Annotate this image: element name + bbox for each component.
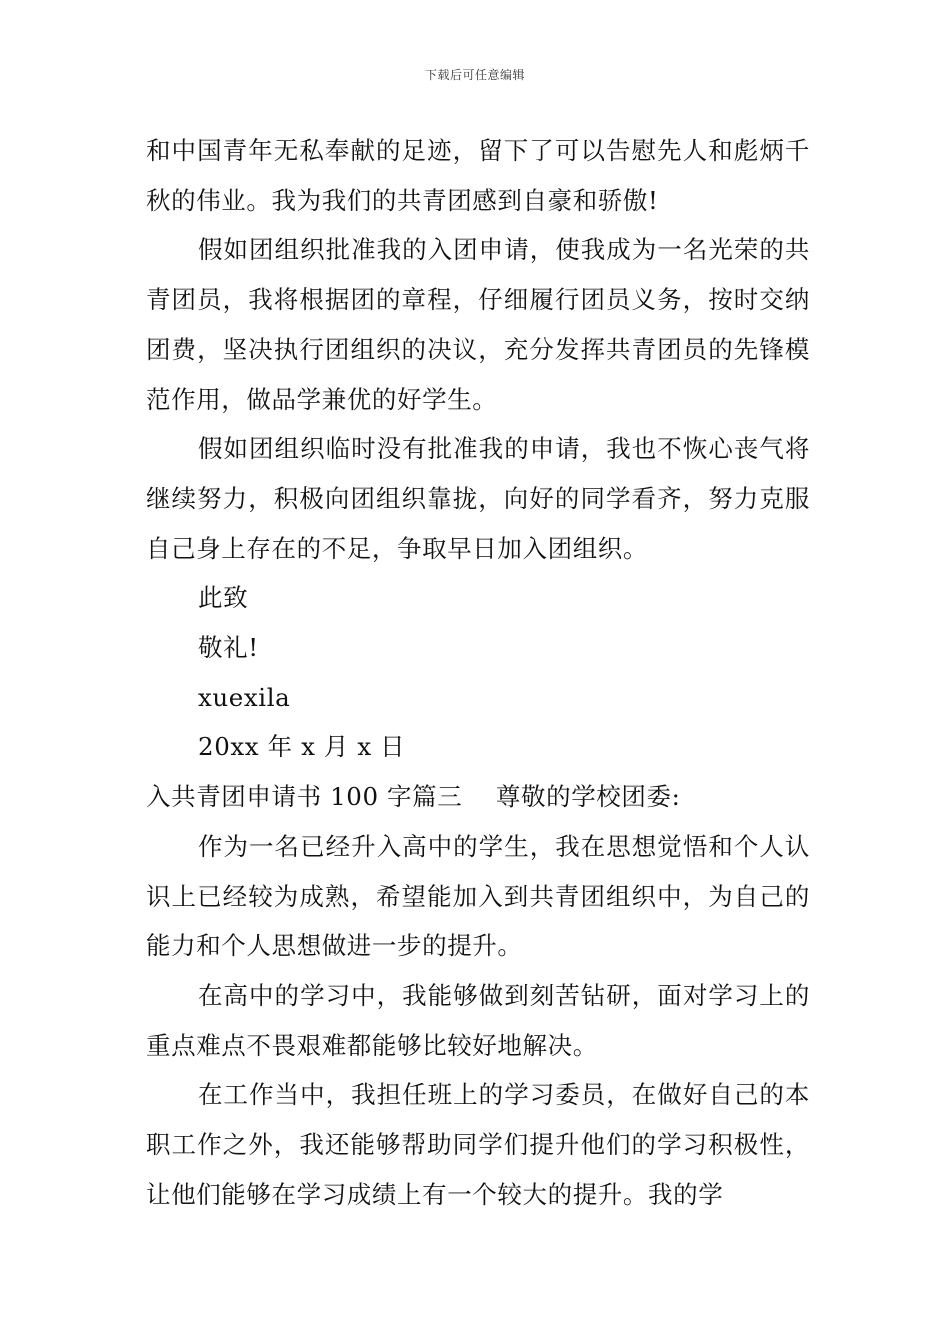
paragraph-work: 在工作当中，我担任班上的学习委员，在做好自己的本职工作之外，我还能够帮助同学们提升他们的学习积极性，让他们能够在学习成绩上有一个较大的提升。我的学: [146, 1080, 810, 1209]
header-note: 下载后可任意编辑: [424, 68, 525, 82]
paragraph-continuation: 和中国青年无私奉献的足迹，留下了可以告慰先人和彪炳千秋的伟业。我为我们的共青团感到自豪和骄傲!: [146, 136, 810, 215]
paragraph-study: 在高中的学习中，我能够做到刻苦钻研，面对学习上的重点难点不畏艰难都能够比较好地解决。: [146, 980, 810, 1060]
closing-respect: 敬礼!: [198, 633, 259, 663]
signature: xuexila: [198, 682, 291, 712]
paragraph-approval: 假如团组织批准我的入团申请，使我成为一名光荣的共青团员，我将根据团的章程，仔细履行团员义务，按时交纳团费，坚决执行团组织的决议，充分发挥共青团员的先锋模范作用，做品学兼优的好学生。: [146, 235, 810, 414]
closing-salutation: 此致: [198, 583, 249, 613]
section-heading: 入共青团申请书 100 字篇三 尊敬的学校团委:: [146, 782, 681, 812]
date-line: 20xx 年 x 月 x 日: [198, 732, 406, 762]
paragraph-not-approved: 假如团组织临时没有批准我的申请，我也不恢心丧气将继续努力，积极向团组织靠拢，向好的同学看齐，努力克服自己身上存在的不足，争取早日加入团组织。: [146, 434, 810, 563]
document-body: [146, 126, 810, 1219]
paragraph-introduction: 作为一名已经升入高中的学生，我在思想觉悟和个人认识上已经较为成熟，希望能加入到共青团组织中，为自己的能力和个人思想做进一步的提升。: [146, 831, 810, 961]
